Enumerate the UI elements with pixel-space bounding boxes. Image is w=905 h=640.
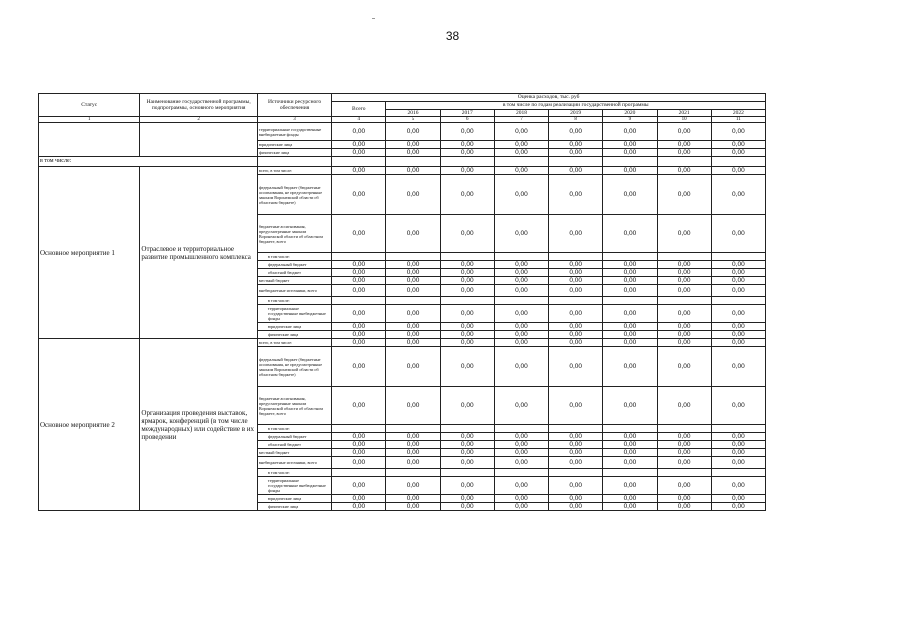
value-cell: 0,00 [657, 323, 711, 331]
value-cell: 0,00 [603, 305, 657, 323]
source-cell: федеральный бюджет [257, 433, 331, 441]
value-cell: 0,00 [657, 141, 711, 149]
value-cell [549, 253, 603, 261]
value-cell: 0,00 [711, 141, 765, 149]
value-cell: 0,00 [386, 323, 440, 331]
source-cell: областной бюджет [257, 269, 331, 277]
source-cell: бюджетные ассигнования, предусмотренные законом Воронежской области об областном бюджете, всего [257, 387, 331, 425]
value-cell: 0,00 [494, 167, 548, 175]
value-cell: 0,00 [440, 261, 494, 269]
source-cell: физические лица [257, 331, 331, 339]
value-cell [386, 297, 440, 305]
value-cell: 0,00 [332, 141, 386, 149]
value-cell: 0,00 [386, 387, 440, 425]
table-row [39, 167, 766, 175]
value-cell: 0,00 [603, 457, 657, 469]
value-cell: 0,00 [494, 339, 548, 347]
empty-cell [494, 157, 548, 167]
value-cell: 0,00 [440, 123, 494, 141]
value-cell: 0,00 [603, 175, 657, 215]
column-number: 10 [657, 117, 711, 123]
value-cell: 0,00 [549, 261, 603, 269]
value-cell: 0,00 [603, 323, 657, 331]
value-cell [494, 297, 548, 305]
value-cell: 0,00 [549, 323, 603, 331]
value-cell: 0,00 [657, 387, 711, 425]
value-cell: 0,00 [711, 495, 765, 503]
value-cell [711, 297, 765, 305]
value-cell: 0,00 [494, 441, 548, 449]
value-cell: 0,00 [711, 123, 765, 141]
value-cell: 0,00 [711, 433, 765, 441]
value-cell: 0,00 [332, 477, 386, 495]
value-cell: 0,00 [494, 449, 548, 457]
source-cell: территориальные государственные внебюджетные фонды [257, 123, 331, 141]
value-cell: 0,00 [549, 387, 603, 425]
value-cell: 0,00 [603, 269, 657, 277]
status-cell [39, 123, 140, 157]
source-cell: всего, в том числе: [257, 339, 331, 347]
value-cell: 0,00 [440, 433, 494, 441]
header-year: 2022 [711, 109, 765, 117]
value-cell: 0,00 [549, 347, 603, 387]
value-cell: 0,00 [711, 449, 765, 457]
value-cell: 0,00 [494, 285, 548, 297]
value-cell: 0,00 [603, 331, 657, 339]
value-cell [603, 469, 657, 477]
value-cell: 0,00 [549, 141, 603, 149]
value-cell: 0,00 [332, 339, 386, 347]
value-cell: 0,00 [332, 457, 386, 469]
value-cell: 0,00 [332, 331, 386, 339]
value-cell: 0,00 [332, 433, 386, 441]
value-cell: 0,00 [386, 449, 440, 457]
value-cell: 0,00 [549, 495, 603, 503]
source-cell: федеральный бюджет (бюджетные ассигнования, не предусмотренные законом Воронежской области об областном бюджете) [257, 175, 331, 215]
column-number: 6 [440, 117, 494, 123]
column-number: 11 [711, 117, 765, 123]
value-cell: 0,00 [603, 495, 657, 503]
value-cell: 0,00 [603, 477, 657, 495]
value-cell: 0,00 [494, 495, 548, 503]
value-cell: 0,00 [440, 269, 494, 277]
value-cell: 0,00 [494, 477, 548, 495]
value-cell: 0,00 [657, 503, 711, 511]
value-cell: 0,00 [603, 149, 657, 157]
value-cell: 0,00 [603, 433, 657, 441]
header-by-years: в том числе по годам реализации государственной программы [386, 102, 766, 110]
value-cell: 0,00 [494, 149, 548, 157]
value-cell: 0,00 [440, 347, 494, 387]
value-cell [657, 253, 711, 261]
source-cell: в том числе: [257, 425, 331, 433]
value-cell: 0,00 [494, 323, 548, 331]
value-cell: 0,00 [711, 305, 765, 323]
source-cell: юридические лица [257, 141, 331, 149]
value-cell [386, 253, 440, 261]
value-cell: 0,00 [494, 141, 548, 149]
value-cell: 0,00 [711, 277, 765, 285]
source-cell: юридические лица [257, 323, 331, 331]
value-cell: 0,00 [386, 123, 440, 141]
value-cell: 0,00 [711, 261, 765, 269]
value-cell: 0,00 [711, 441, 765, 449]
value-cell: 0,00 [494, 261, 548, 269]
value-cell: 0,00 [711, 285, 765, 297]
source-cell: всего, в том числе: [257, 167, 331, 175]
value-cell: 0,00 [494, 215, 548, 253]
value-cell: 0,00 [603, 215, 657, 253]
header-total: Всего [332, 102, 386, 117]
value-cell [603, 297, 657, 305]
value-cell: 0,00 [711, 175, 765, 215]
value-cell: 0,00 [711, 215, 765, 253]
value-cell [440, 297, 494, 305]
value-cell: 0,00 [657, 215, 711, 253]
column-number: 8 [549, 117, 603, 123]
value-cell [603, 425, 657, 433]
table-header [39, 94, 766, 123]
value-cell: 0,00 [440, 323, 494, 331]
value-cell: 0,00 [494, 123, 548, 141]
value-cell: 0,00 [657, 261, 711, 269]
value-cell: 0,00 [549, 149, 603, 157]
value-cell: 0,00 [386, 441, 440, 449]
source-cell: федеральный бюджет (бюджетные ассигнования, не предусмотренные законом Воронежской области об областном бюджете) [257, 347, 331, 387]
value-cell: 0,00 [332, 495, 386, 503]
source-cell: физические лица [257, 503, 331, 511]
value-cell: 0,00 [332, 261, 386, 269]
value-cell [440, 425, 494, 433]
value-cell: 0,00 [549, 175, 603, 215]
value-cell: 0,00 [386, 433, 440, 441]
value-cell: 0,00 [332, 175, 386, 215]
value-cell: 0,00 [332, 149, 386, 157]
measure-status: Основное мероприятие 1 [39, 167, 140, 339]
value-cell [549, 469, 603, 477]
value-cell: 0,00 [657, 441, 711, 449]
source-cell: внебюджетные источники, всего [257, 457, 331, 469]
value-cell [494, 253, 548, 261]
source-cell: территориальные государственные внебюджетные фонды [257, 305, 331, 323]
value-cell: 0,00 [440, 477, 494, 495]
value-cell: 0,00 [711, 477, 765, 495]
empty-cell [657, 157, 711, 167]
empty-cell [711, 157, 765, 167]
value-cell: 0,00 [603, 167, 657, 175]
source-cell: местный бюджет [257, 449, 331, 457]
column-number: 4 [332, 117, 386, 123]
empty-cell [440, 157, 494, 167]
header-year: 2019 [549, 109, 603, 117]
budget-table [38, 93, 766, 511]
column-number: 1 [39, 117, 140, 123]
value-cell: 0,00 [386, 215, 440, 253]
value-cell: 0,00 [711, 387, 765, 425]
value-cell [711, 253, 765, 261]
value-cell: 0,00 [549, 277, 603, 285]
value-cell: 0,00 [332, 347, 386, 387]
header-year: 2016 [386, 109, 440, 117]
value-cell: 0,00 [657, 123, 711, 141]
value-cell: 0,00 [494, 277, 548, 285]
value-cell: 0,00 [657, 305, 711, 323]
measure-name: Организация проведения выставок, ярмарок, конференций (в том числе международных) или содействие в их проведении [140, 339, 257, 511]
value-cell: 0,00 [386, 261, 440, 269]
value-cell: 0,00 [603, 441, 657, 449]
value-cell: 0,00 [549, 123, 603, 141]
table-row [39, 339, 766, 347]
value-cell: 0,00 [332, 277, 386, 285]
value-cell: 0,00 [603, 339, 657, 347]
value-cell: 0,00 [332, 167, 386, 175]
value-cell: 0,00 [549, 457, 603, 469]
source-cell: местный бюджет [257, 277, 331, 285]
value-cell: 0,00 [386, 269, 440, 277]
value-cell: 0,00 [332, 305, 386, 323]
value-cell: 0,00 [494, 305, 548, 323]
value-cell: 0,00 [440, 149, 494, 157]
source-cell: в том числе: [257, 469, 331, 477]
value-cell [386, 469, 440, 477]
header-estimate: Оценка расходов, тыс. руб [332, 94, 766, 102]
value-cell [440, 469, 494, 477]
source-cell: внебюджетные источники, всего [257, 285, 331, 297]
value-cell [440, 253, 494, 261]
value-cell: 0,00 [332, 387, 386, 425]
value-cell: 0,00 [711, 331, 765, 339]
value-cell: 0,00 [657, 339, 711, 347]
value-cell: 0,00 [603, 261, 657, 269]
value-cell: 0,00 [440, 331, 494, 339]
value-cell: 0,00 [549, 339, 603, 347]
value-cell [657, 469, 711, 477]
value-cell: 0,00 [711, 269, 765, 277]
value-cell: 0,00 [332, 449, 386, 457]
value-cell: 0,00 [386, 477, 440, 495]
measure-name: Отраслевое и территориальное развитие промышленного комплекса [140, 167, 257, 339]
table-row [39, 123, 766, 141]
value-cell: 0,00 [440, 495, 494, 503]
value-cell: 0,00 [549, 503, 603, 511]
value-cell: 0,00 [549, 433, 603, 441]
value-cell: 0,00 [332, 503, 386, 511]
value-cell: 0,00 [657, 149, 711, 157]
value-cell [657, 297, 711, 305]
value-cell: 0,00 [603, 387, 657, 425]
value-cell: 0,00 [440, 141, 494, 149]
value-cell: 0,00 [386, 503, 440, 511]
value-cell: 0,00 [440, 457, 494, 469]
value-cell: 0,00 [603, 503, 657, 511]
value-cell: 0,00 [440, 175, 494, 215]
value-cell: 0,00 [386, 167, 440, 175]
value-cell: 0,00 [386, 495, 440, 503]
value-cell: 0,00 [711, 339, 765, 347]
value-cell: 0,00 [549, 215, 603, 253]
source-cell: физические лица [257, 149, 331, 157]
value-cell: 0,00 [332, 323, 386, 331]
value-cell: 0,00 [711, 149, 765, 157]
header-source: Источники ресурсного обеспечения [257, 94, 331, 117]
header-year: 2017 [440, 109, 494, 117]
column-number: 3 [257, 117, 331, 123]
value-cell: 0,00 [603, 141, 657, 149]
value-cell: 0,00 [549, 477, 603, 495]
value-cell: 0,00 [494, 503, 548, 511]
value-cell: 0,00 [657, 433, 711, 441]
value-cell [549, 297, 603, 305]
value-cell: 0,00 [440, 167, 494, 175]
value-cell: 0,00 [711, 457, 765, 469]
value-cell: 0,00 [332, 441, 386, 449]
value-cell: 0,00 [657, 477, 711, 495]
column-number: 5 [386, 117, 440, 123]
value-cell: 0,00 [549, 441, 603, 449]
value-cell [494, 425, 548, 433]
value-cell: 0,00 [386, 277, 440, 285]
value-cell: 0,00 [440, 305, 494, 323]
page-number: 38 [445, 29, 460, 43]
value-cell: 0,00 [440, 215, 494, 253]
value-cell: 0,00 [657, 269, 711, 277]
source-cell: федеральный бюджет [257, 261, 331, 269]
value-cell: 0,00 [603, 347, 657, 387]
value-cell: 0,00 [549, 331, 603, 339]
value-cell: 0,00 [494, 387, 548, 425]
value-cell: 0,00 [494, 457, 548, 469]
empty-cell [549, 157, 603, 167]
value-cell [711, 469, 765, 477]
empty-cell [603, 157, 657, 167]
value-cell: 0,00 [386, 331, 440, 339]
value-cell: 0,00 [440, 503, 494, 511]
value-cell: 0,00 [711, 347, 765, 387]
name-cell [140, 123, 257, 157]
value-cell [603, 253, 657, 261]
value-cell: 0,00 [549, 305, 603, 323]
value-cell: 0,00 [657, 167, 711, 175]
value-cell: 0,00 [603, 123, 657, 141]
empty-cell [332, 157, 386, 167]
value-cell: 0,00 [332, 269, 386, 277]
value-cell [332, 297, 386, 305]
value-cell: 0,00 [657, 457, 711, 469]
value-cell: 0,00 [386, 149, 440, 157]
value-cell: 0,00 [549, 167, 603, 175]
value-cell: 0,00 [494, 433, 548, 441]
column-number: 2 [140, 117, 257, 123]
source-cell: в том числе: [257, 297, 331, 305]
value-cell: 0,00 [440, 285, 494, 297]
value-cell: 0,00 [440, 387, 494, 425]
value-cell: 0,00 [494, 331, 548, 339]
source-cell: юридические лица [257, 495, 331, 503]
value-cell [332, 253, 386, 261]
header-year: 2020 [603, 109, 657, 117]
empty-cell [386, 157, 440, 167]
value-cell: 0,00 [657, 285, 711, 297]
value-cell: 0,00 [657, 277, 711, 285]
value-cell: 0,00 [603, 449, 657, 457]
value-cell: 0,00 [657, 175, 711, 215]
header-year: 2021 [657, 109, 711, 117]
value-cell [549, 425, 603, 433]
header-year: 2018 [494, 109, 548, 117]
value-cell: 0,00 [386, 285, 440, 297]
in-that-number-label: в том числе: [39, 157, 258, 167]
value-cell: 0,00 [549, 449, 603, 457]
source-cell: в том числе: [257, 253, 331, 261]
value-cell: 0,00 [603, 277, 657, 285]
value-cell: 0,00 [549, 285, 603, 297]
column-number: 9 [603, 117, 657, 123]
value-cell: 0,00 [440, 339, 494, 347]
column-number: 7 [494, 117, 548, 123]
value-cell [657, 425, 711, 433]
value-cell: 0,00 [711, 503, 765, 511]
source-cell: территориальные государственные внебюджетные фонды [257, 477, 331, 495]
value-cell: 0,00 [332, 285, 386, 297]
value-cell: 0,00 [603, 285, 657, 297]
value-cell: 0,00 [657, 449, 711, 457]
value-cell: 0,00 [386, 175, 440, 215]
source-cell: бюджетные ассигнования, предусмотренные законом Воронежской области об областном бюджете, всего [257, 215, 331, 253]
value-cell: 0,00 [657, 347, 711, 387]
value-cell: 0,00 [332, 215, 386, 253]
value-cell: 0,00 [657, 331, 711, 339]
value-cell: 0,00 [440, 277, 494, 285]
value-cell: 0,00 [386, 141, 440, 149]
value-cell: 0,00 [332, 123, 386, 141]
value-cell: 0,00 [386, 457, 440, 469]
value-cell: 0,00 [494, 175, 548, 215]
value-cell: 0,00 [711, 167, 765, 175]
value-cell [332, 425, 386, 433]
value-cell: 0,00 [386, 305, 440, 323]
value-cell: 0,00 [440, 441, 494, 449]
value-cell [386, 425, 440, 433]
value-cell: 0,00 [549, 269, 603, 277]
value-cell: 0,00 [494, 269, 548, 277]
header-status: Статус [39, 94, 140, 117]
value-cell: 0,00 [440, 449, 494, 457]
value-cell: 0,00 [386, 339, 440, 347]
value-cell: 0,00 [494, 347, 548, 387]
value-cell [332, 469, 386, 477]
empty-cell [257, 157, 331, 167]
scan-mark [372, 18, 375, 19]
table-row [39, 157, 766, 167]
value-cell: 0,00 [657, 495, 711, 503]
header-name: Наименование государственной программы, подпрограммы, основного мероприятия [140, 94, 257, 117]
value-cell [494, 469, 548, 477]
value-cell [711, 425, 765, 433]
value-cell: 0,00 [711, 323, 765, 331]
measure-status: Основное мероприятие 2 [39, 339, 140, 511]
value-cell: 0,00 [386, 347, 440, 387]
source-cell: областной бюджет [257, 441, 331, 449]
